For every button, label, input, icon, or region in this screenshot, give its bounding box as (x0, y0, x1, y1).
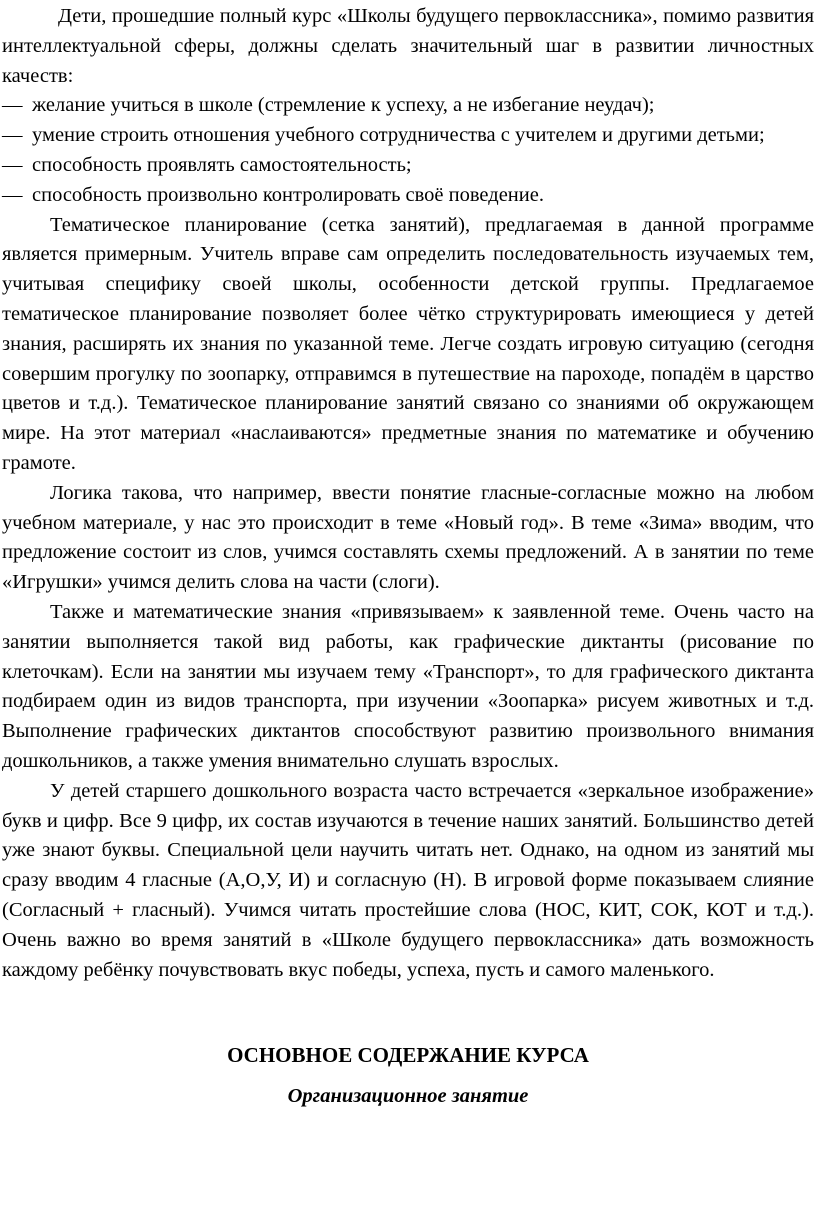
list-item (2, 121, 814, 151)
math-paragraph: Также и математические знания «привязываем» к заявленной теме. Очень часто на занятии выполняется такой вид работы, как графические диктанты (рисование по клеточкам). Если на занятии мы изучаем тему «Транспорт», то для графического диктанта подбираем один из видов транспорта, при изучении «Зоопарка» рисуем животных и т.д. Выполнение графических диктантов способствуют развитию произвольного внимания дошкольников, а также умения внимательно слушать взрослых. (2, 600, 814, 772)
intro-paragraph: Дети, прошедшие полный курс «Школы будущего первоклассника», помимо развития интеллектуальной сферы, должны сделать значительный шаг в развитии личностных качеств: (2, 5, 814, 87)
section-heading: ОСНОВНОЕ СОДЕРЖАНИЕ КУРСА (227, 1043, 589, 1068)
dash-mark: — (2, 94, 23, 117)
logic-paragraph: Логика такова, что например, ввести понятие гласные-согласные можно на любом учебном материале, у нас это происходит в теме «Новый год». В теме «Зима» вводим, что предложение состоит из слов, учимся составлять схемы предложений. А в занятии по теме «Игрушки» учимся делить слова на части (слоги). (2, 481, 814, 594)
mirror-paragraph: У детей старшего дошкольного возраста часто встречается «зеркальное изображение» букв и цифр. Все 9 цифр, их состав изучаются в течение наших занятий. Большинство детей уже знают буквы. Специальной цели научить читать нет. Однако, на одном из занятий мы сразу вводим 4 гласные (А,О,У, И) и согласную (Н). В игровой форме показываем слияние (Согласный + гласный). Учимся читать простейшие слова (НОС, КИТ, СОК, КОТ и т.д.). Очень важно во время занятий в «Школе будущего первоклассника» дать возможность каждому ребёнку почувствовать вкус победы, успеха, пусть и самого маленького. (2, 779, 814, 981)
list-item-text: желание учиться в школе (стремление к успеху, а не избегание неудач); (32, 94, 655, 117)
dash-mark: — (2, 183, 23, 206)
dash-mark: — (2, 153, 23, 176)
list-item (2, 151, 814, 181)
list-item-text: способность произвольно контролировать своё поведение. (32, 183, 544, 206)
list-item (2, 91, 814, 121)
list-item-text: умение строить отношения учебного сотрудничества с учителем и другими детьми; (32, 124, 765, 147)
planning-paragraph: Тематическое планирование (сетка занятий), предлагаемая в данной программе является примерным. Учитель вправе сам определить последовательность изучаемых тем, учитывая специфику своей школы, особенности детской группы. Предлагаемое тематическое планирование позволяет более чётко структурировать имеющиеся у детей знания, расширять их знания по указанной теме. Легче создать игровую ситуацию (сегодня совершим прогулку по зоопарку, отправимся в путешествие на пароходе, попадём в царство цветов и т.д.). Тематическое планирование занятий связано со знаниями об окружающем мире. На этот материал «наслаиваются» предметные знания по математике и обучению грамоте. (2, 213, 814, 474)
dash-mark: — (2, 124, 23, 147)
section-subheading: Организационное занятие (287, 1085, 529, 1108)
list-item-text: способность проявлять самостоятельность; (32, 153, 412, 176)
section-spacer (2, 985, 814, 1039)
list-item (2, 181, 814, 211)
